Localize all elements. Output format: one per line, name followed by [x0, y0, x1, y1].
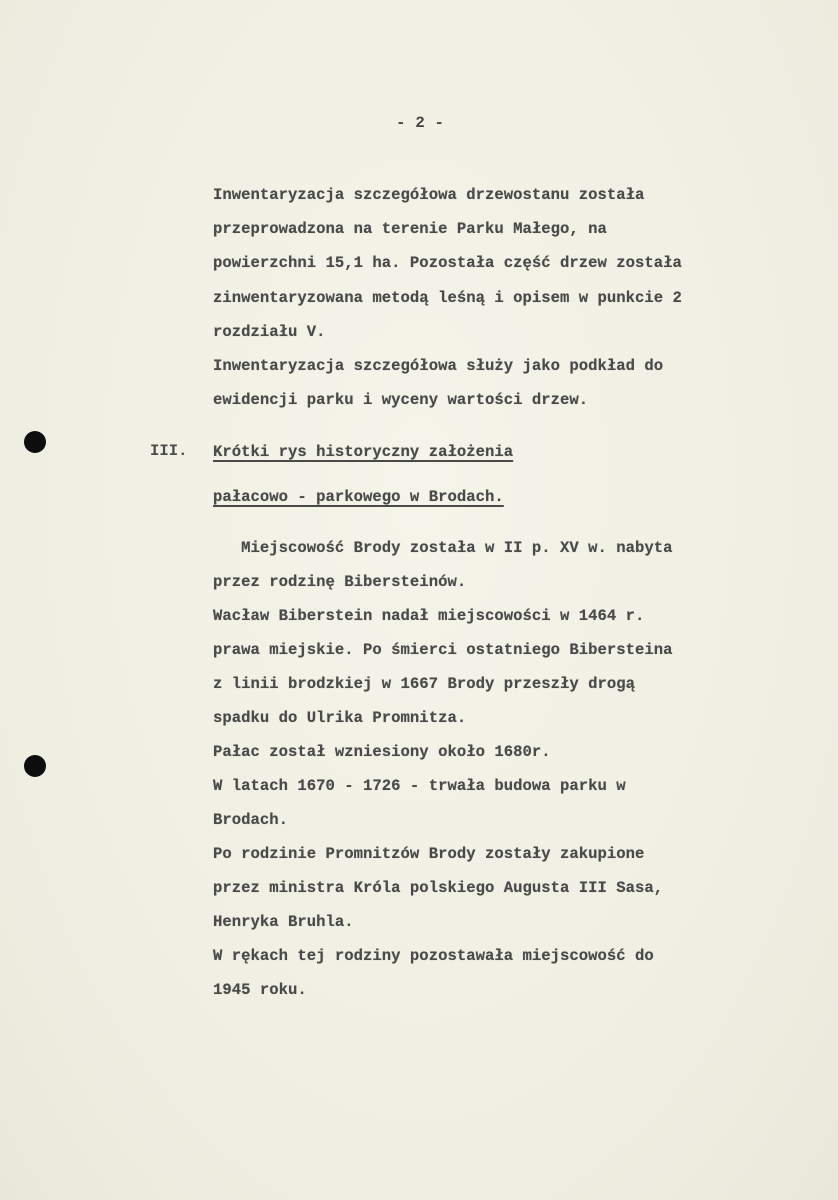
text-line: Inwentaryzacja szczegółowa drzewostanu została	[213, 186, 645, 204]
punch-hole	[24, 755, 46, 777]
section-number: III.	[150, 442, 188, 460]
text-line: W latach 1670 - 1726 - trwała budowa parku w	[213, 777, 626, 795]
text-line: ewidencji parku i wyceny wartości drzew.	[213, 391, 589, 410]
text-line: spadku do Ulrika Promnitza.	[213, 709, 467, 727]
text-line: z linii brodzkiej w 1667 Brody przeszły drogą	[213, 675, 635, 693]
text-line: powierzchni 15,1 ha. Pozostała część drzew została	[213, 254, 682, 273]
text-line: prawa miejskie. Po śmierci ostatniego Bibersteina	[213, 641, 673, 659]
text-line: Brodach.	[213, 811, 289, 829]
text-line: rozdziału V.	[213, 322, 326, 341]
text-line: Wacław Biberstein nadał miejscowości w 1464 r.	[213, 607, 645, 625]
text-line: Miejscowość Brody została w II p. XV w. nabyta	[213, 539, 673, 557]
text-line: przez rodzinę Bibersteinów.	[213, 573, 467, 591]
text-line: Po rodzinie Promnitzów Brody zostały zakupione	[213, 845, 645, 863]
page-number: - 2 -	[396, 114, 445, 132]
text-line: przez ministra Króla polskiego Augusta III Sasa,	[213, 879, 664, 897]
section-title-line-1: Krótki rys historyczny założenia	[213, 443, 514, 461]
text-line: Pałac został wzniesiony około 1680r.	[213, 743, 551, 761]
text-line: zinwentaryzowana metodą leśną i opisem w punkcie 2	[213, 288, 682, 307]
section-title-line-2: pałacowo - parkowego w Brodach.	[213, 488, 504, 506]
text-line: 1945 roku.	[213, 981, 307, 999]
text-line: W rękach tej rodziny pozostawała miejscowość do	[213, 947, 654, 965]
text-line: Henryka Bruhla.	[213, 913, 354, 931]
text-line: Inwentaryzacja szczegółowa służy jako podkład do	[213, 357, 664, 375]
punch-hole	[24, 431, 46, 453]
text-line: przeprowadzona na terenie Parku Małego, na	[213, 220, 607, 239]
